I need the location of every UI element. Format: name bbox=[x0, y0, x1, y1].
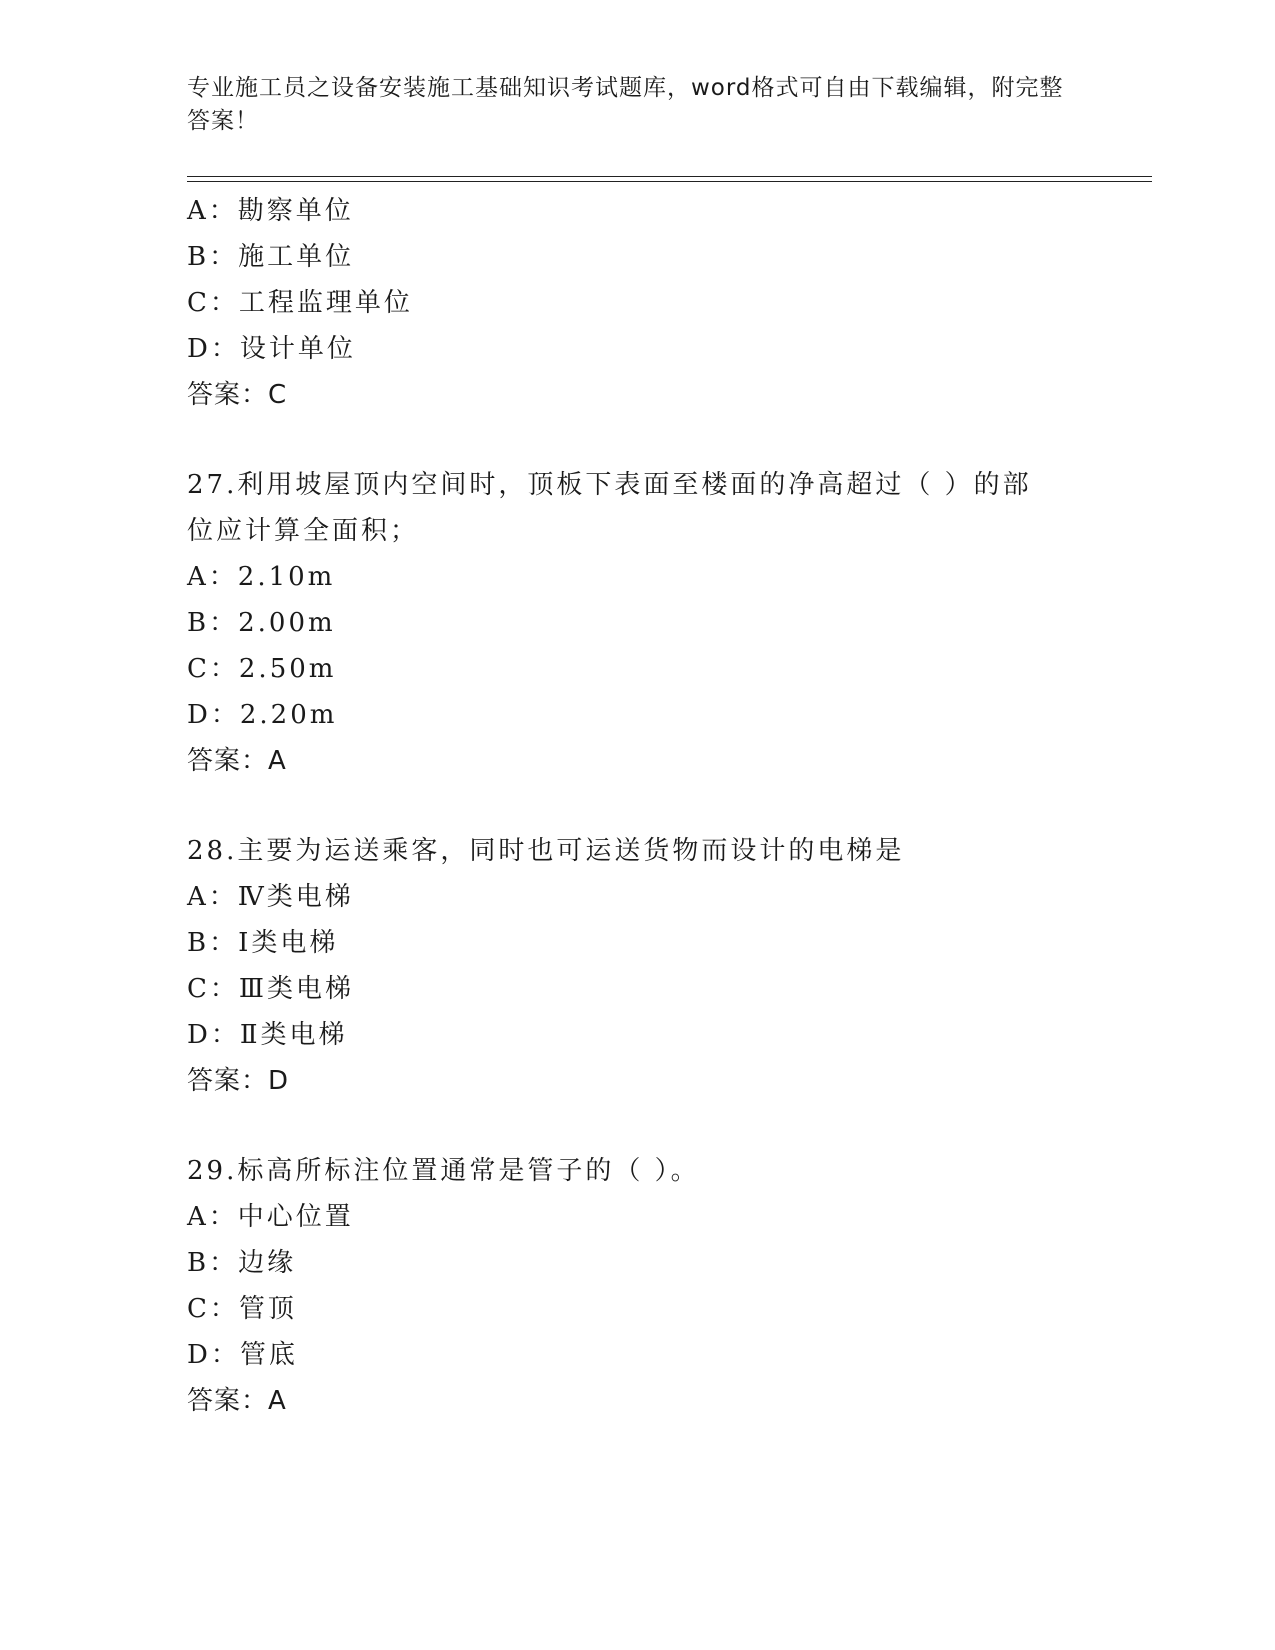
spacer bbox=[187, 784, 1087, 828]
q28-text: 28.主要为运送乘客，同时也可运送货物而设计的电梯是 bbox=[187, 836, 905, 866]
question-list bbox=[187, 188, 1087, 1424]
q27-text: 27.利用坡屋顶内空间时，顶板下表面至楼面的净高超过（ ）的部位应计算全面积； bbox=[187, 470, 1032, 546]
q28-option-d: D：Ⅱ类电梯 bbox=[187, 1020, 348, 1050]
question-26-block bbox=[187, 188, 1087, 418]
spacer bbox=[187, 418, 1087, 462]
q27-option-c: C：2.50m bbox=[187, 654, 337, 684]
q29-option-a: A：中心位置 bbox=[187, 1202, 354, 1232]
q27-answer: 答案：A bbox=[187, 746, 287, 776]
document-header: 专业施工员之设备安装施工基础知识考试题库，word格式可自由下载编辑，附完整答案！ bbox=[187, 75, 1064, 134]
q26-option-b: B：施工单位 bbox=[187, 242, 355, 272]
q29-option-c: C：管顶 bbox=[187, 1294, 297, 1324]
q26-option-d: D：设计单位 bbox=[187, 334, 356, 364]
q28-option-c: C：Ⅲ类电梯 bbox=[187, 974, 354, 1004]
q29-text: 29.标高所标注位置通常是管子的（ ）。 bbox=[187, 1156, 700, 1186]
q26-option-a: A：勘察单位 bbox=[187, 196, 354, 226]
q27-option-d: D：2.20m bbox=[187, 700, 338, 730]
question-28-block bbox=[187, 828, 1087, 1104]
header-rule-top bbox=[187, 176, 1152, 177]
q28-answer: 答案：D bbox=[187, 1066, 290, 1096]
q28-option-a: A：Ⅳ类电梯 bbox=[187, 882, 354, 912]
spacer bbox=[187, 1104, 1087, 1148]
question-27-block bbox=[187, 462, 1087, 784]
question-29-block bbox=[187, 1148, 1087, 1424]
q26-option-c: C：工程监理单位 bbox=[187, 288, 413, 318]
q29-option-d: D：管底 bbox=[187, 1340, 298, 1370]
header-rule-bottom bbox=[187, 181, 1152, 182]
q28-option-b: B：Ⅰ类电梯 bbox=[187, 928, 339, 958]
q29-answer: 答案：A bbox=[187, 1386, 287, 1416]
q27-option-a: A：2.10m bbox=[187, 562, 336, 592]
q29-option-b: B：边缘 bbox=[187, 1248, 297, 1278]
q27-option-b: B：2.00m bbox=[187, 608, 336, 638]
q26-answer: 答案：C bbox=[187, 380, 288, 410]
